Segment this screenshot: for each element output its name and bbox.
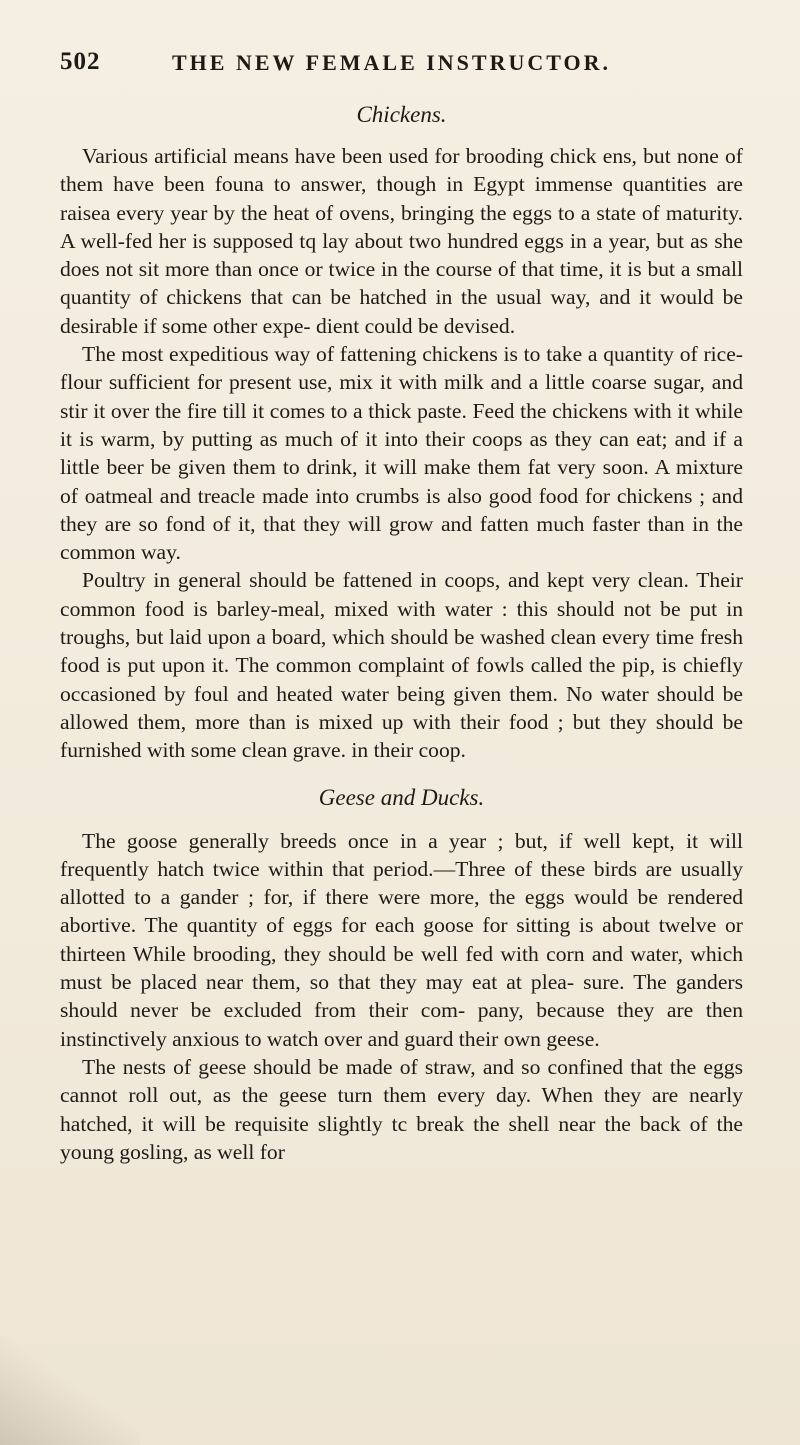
paragraph: Poultry in general should be fattened in coops, and kept very clean. Their common food is barley-meal, mixed with water : this should not be put in troughs, but laid upon a board, which should be washed clean every time fresh food is put upon it. The common complaint of fowls called the pip, is chiefly occasioned by foul and heated water being given them. No water should be allowed them, more than is mixed up with their food ; but they should be furnished with some clean grave. in their coop.	[60, 568, 743, 763]
paragraph: The goose generally breeds once in a year ; but, if well kept, it will frequently hatch twice within that period.—Three of these birds are usually allotted to a gander ; for, if there were more, the eggs would be rendered abortive. The quantity of eggs for each goose for sitting is about twelve or thirteen While brooding, they should be well fed with corn and water, which must be placed near them, so that they may eat at plea- sure. The ganders should never be excluded from their com- pany, because they are then instinctively anxious to watch over and guard their own geese.	[60, 828, 743, 1051]
page-header	[60, 48, 740, 88]
page-number: 502	[60, 48, 101, 75]
paragraph: The nests of geese should be made of straw, and so confined that the eggs cannot roll out, as the geese turn them every day. When they are nearly hatched, it will be requisite slightly tc break the shell near the back of the young gosling, as well for	[60, 1054, 743, 1164]
section-title: Chickens.	[356, 102, 447, 127]
paragraph: Various artificial means have been used for brooding chick ens, but none of them have been founa to answer, though in Egypt immense quantities are raisea every year by the heat of ovens, bringing the eggs to a state of maturity. A well-fed her is supposed tq lay about two hundred eggs in a year, but as she does not sit more than once or twice in the course of that time, it is but a small quantity of chickens that can be hatched in the usual way, and it would be desirable if some other expe- dient could be devised.	[60, 144, 743, 338]
section-geese-and-ducks	[60, 783, 743, 1167]
section-chickens	[60, 100, 743, 765]
running-head: THE NEW FEMALE INSTRUCTOR.	[172, 50, 612, 75]
paragraph: The most expeditious way of fattening chickens is to take a quantity of rice-flour sufficient for present use, mix it with milk and a little coarse sugar, and stir it over the fire till it comes to a thick paste. Feed the chickens with it while it is warm, by putting as much of it into their coops as they can eat; and if a little beer be given them to drink, it will make them fat very soon. A mixture of oatmeal and treacle made into crumbs is also good food for chickens ; and they are so fond of it, that they will grow and fatten much faster than in the common way.	[60, 342, 743, 565]
page-corner-shadow	[0, 1335, 140, 1445]
page-content	[60, 100, 743, 1166]
section-title: Geese and Ducks.	[318, 784, 485, 810]
